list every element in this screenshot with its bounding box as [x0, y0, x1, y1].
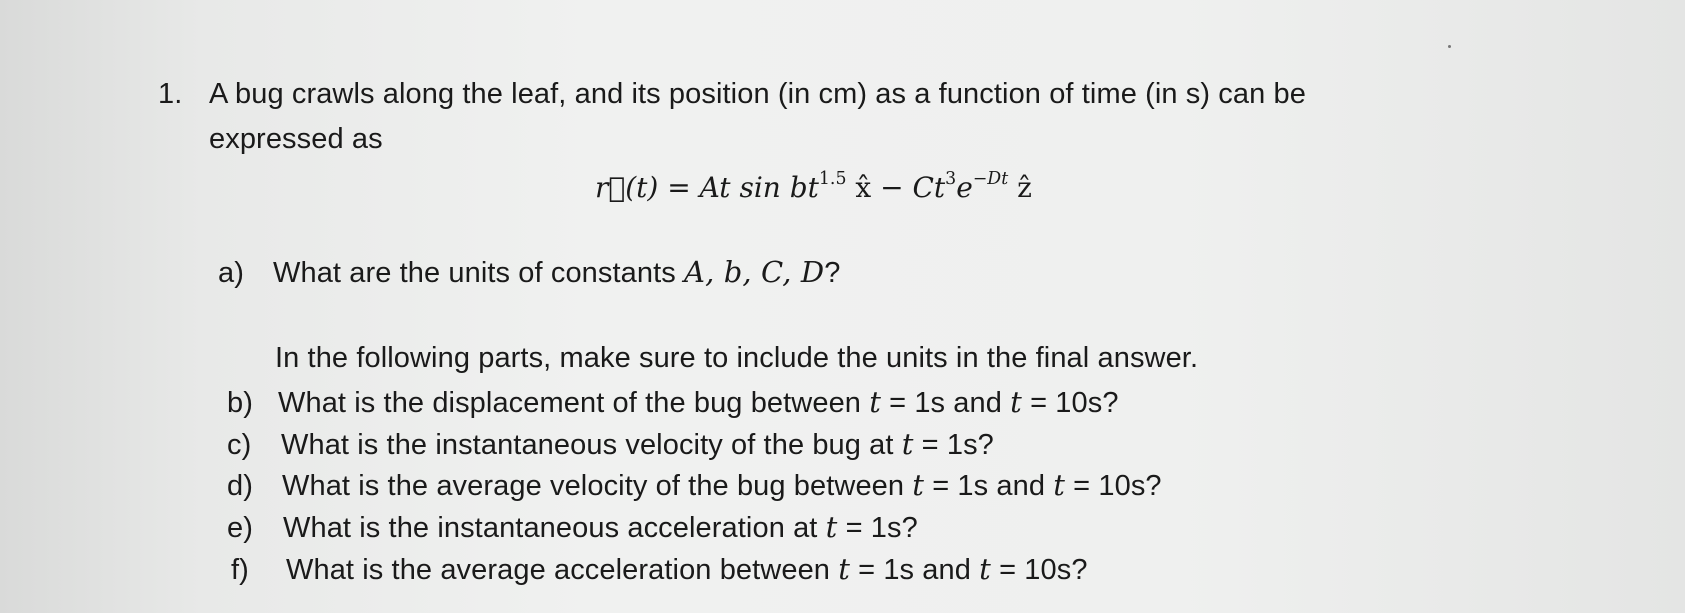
parts-note [275, 340, 1198, 376]
part-a-text: What are the units of constants [273, 257, 685, 289]
formula-term2: Ct [912, 171, 946, 204]
part-d-math-2: t [1053, 468, 1066, 502]
part-a-label: a) [218, 257, 244, 289]
part-c-math-1: t [901, 427, 914, 461]
formula-term1-unit: x̂ − [846, 171, 913, 204]
problem-intro-text-2: expressed as [209, 123, 383, 155]
paper-speck [1448, 45, 1451, 48]
part-e-label: e) [227, 512, 253, 544]
part-b-eq-1: = 1s and [880, 387, 1011, 419]
problem-intro-text-1: A bug crawls along the leaf, and its position (in cm) as a function of time (in s) can be [209, 78, 1306, 110]
part-f-eq-1: = 1s and [849, 554, 980, 586]
formula-term1: At sin bt [699, 171, 819, 204]
part-c-label: c) [227, 429, 252, 461]
part-e [227, 509, 918, 546]
part-b-eq-2: = 10s? [1021, 387, 1119, 419]
formula-term2-exponent1: 3 [945, 168, 957, 189]
part-c-eq-1: = 1s? [913, 429, 994, 461]
part-b-text: What is the displacement of the bug between [278, 387, 870, 419]
problem-intro-line-1 [209, 76, 1306, 112]
part-b-math-2: t [1010, 385, 1022, 419]
formula-term1-exponent: 1.5 [818, 168, 847, 189]
part-b-label: b) [227, 387, 253, 419]
formula-term2-exponent2: −Dt [972, 168, 1009, 189]
part-d-math-1: t [912, 468, 925, 502]
formula-lhs: r⃗(t) = [595, 171, 700, 204]
problem-intro-line-2 [209, 121, 383, 157]
part-e-math-1: t [825, 510, 838, 544]
part-f-math-1: t [838, 552, 850, 586]
part-b-math-1: t [869, 385, 881, 419]
part-a-end: ? [824, 257, 841, 289]
part-d [227, 467, 1162, 504]
parts-note-text: In the following parts, make sure to include the units in the final answer. [275, 342, 1199, 374]
part-f-label: f) [231, 554, 249, 586]
part-f [231, 551, 1088, 588]
part-f-text: What is the average acceleration between [286, 554, 839, 586]
part-d-text: What is the average velocity of the bug between [282, 470, 913, 502]
part-c-text: What is the instantaneous velocity of the bug at [281, 429, 902, 461]
part-c [227, 426, 994, 463]
position-formula [595, 170, 1032, 206]
problem-number-text: 1. [158, 78, 183, 110]
part-d-eq-1: = 1s and [924, 470, 1054, 502]
formula-term2-unit: ẑ [1008, 171, 1032, 204]
formula-term2-e: e [956, 171, 973, 204]
part-a [218, 254, 841, 291]
part-b [227, 384, 1119, 421]
part-f-math-2: t [979, 552, 991, 586]
part-a-math: A, b, C, D [684, 255, 825, 289]
part-e-eq-1: = 1s? [837, 512, 918, 544]
part-d-eq-2: = 10s? [1065, 470, 1162, 502]
part-e-text: What is the instantaneous acceleration at [283, 512, 826, 544]
part-d-label: d) [227, 470, 253, 502]
part-f-eq-2: = 10s? [990, 554, 1088, 586]
problem-number [158, 76, 182, 112]
